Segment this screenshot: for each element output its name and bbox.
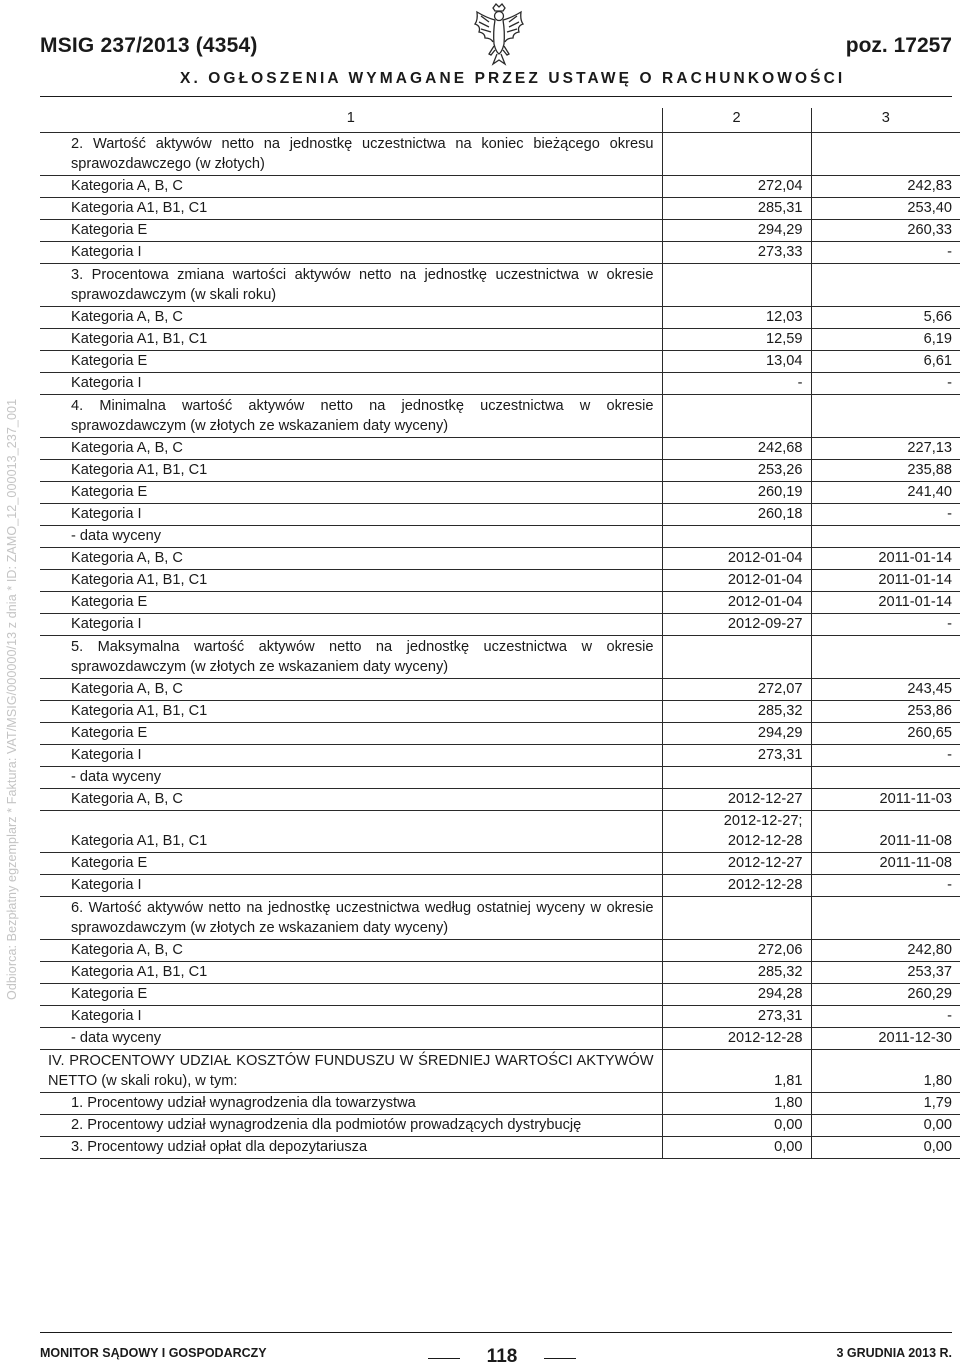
value-col-2: [662, 395, 811, 438]
col-header-2: 2: [662, 108, 811, 133]
row-label: Kategoria A1, B1, C1: [40, 460, 662, 482]
value-col-2: 273,33: [662, 242, 811, 264]
value-col-3: 235,88: [811, 460, 960, 482]
value-col-2: 294,29: [662, 220, 811, 242]
value-col-3: 0,00: [811, 1115, 960, 1137]
table-row: [40, 198, 960, 220]
table-row: [40, 811, 960, 853]
value-col-3: 253,40: [811, 198, 960, 220]
row-label: Kategoria A, B, C: [40, 438, 662, 460]
value-col-3: 6,61: [811, 351, 960, 373]
value-col-3: 260,33: [811, 220, 960, 242]
value-col-2: 12,59: [662, 329, 811, 351]
row-label: Kategoria E: [40, 351, 662, 373]
value-col-3: 2011-11-03: [811, 789, 960, 811]
value-col-3: 2011-11-08: [811, 811, 960, 853]
table-header-row: [40, 108, 960, 133]
table-row: [40, 1137, 960, 1159]
row-label: Kategoria A, B, C: [40, 679, 662, 701]
row-label: Kategoria A1, B1, C1: [40, 329, 662, 351]
value-col-2: 253,26: [662, 460, 811, 482]
row-label: Kategoria A, B, C: [40, 940, 662, 962]
table-row: [40, 723, 960, 745]
row-label: Kategoria A, B, C: [40, 176, 662, 198]
value-col-2: [662, 897, 811, 940]
row-label: Kategoria E: [40, 482, 662, 504]
value-col-2: 12,03: [662, 307, 811, 329]
value-col-3: -: [811, 1006, 960, 1028]
issue-number: MSIG 237/2013 (4354): [40, 34, 258, 57]
value-col-2: 2012-12-27: [662, 789, 811, 811]
col-header-1: 1: [40, 108, 662, 133]
table-row: [40, 962, 960, 984]
value-col-3: 260,65: [811, 723, 960, 745]
table-row: [40, 176, 960, 198]
value-col-3: 6,19: [811, 329, 960, 351]
row-label: Kategoria I: [40, 875, 662, 897]
value-col-3: 2011-11-08: [811, 853, 960, 875]
table-row: [40, 984, 960, 1006]
value-col-3: [811, 526, 960, 548]
value-col-3: 5,66: [811, 307, 960, 329]
value-col-2: 13,04: [662, 351, 811, 373]
table-row: [40, 745, 960, 767]
table-row: [40, 373, 960, 395]
value-col-2: 2012-12-27: [662, 853, 811, 875]
table-row: [40, 395, 960, 438]
value-col-2: 272,06: [662, 940, 811, 962]
table-row: [40, 701, 960, 723]
value-col-3: -: [811, 504, 960, 526]
row-label: Kategoria A1, B1, C1: [40, 701, 662, 723]
table-row: [40, 789, 960, 811]
table-row: [40, 329, 960, 351]
value-col-3: 227,13: [811, 438, 960, 460]
value-col-2: 2012-01-04: [662, 548, 811, 570]
value-col-2: 272,07: [662, 679, 811, 701]
value-col-2: [662, 636, 811, 679]
sidebar-watermark: Odbiorca: Bezpłatny egzemplarz * Faktura: VAT/MSIG/000000/13 z dnia * ID: ZAMO_12_000013_237_001: [5, 398, 19, 1000]
value-col-3: [811, 395, 960, 438]
value-col-2: 0,00: [662, 1115, 811, 1137]
page-number: 118: [452, 1346, 552, 1368]
row-label: 4. Minimalna wartość aktywów netto na jednostkę uczestnictwa w okresie sprawozdawczym (w złotych ze wskazaniem daty wyceny): [40, 395, 662, 438]
value-col-3: 253,37: [811, 962, 960, 984]
value-col-3: 1,79: [811, 1093, 960, 1115]
table-row: [40, 940, 960, 962]
value-col-3: 253,86: [811, 701, 960, 723]
table-row: [40, 351, 960, 373]
value-col-2: 273,31: [662, 1006, 811, 1028]
value-col-2: 1,81: [662, 1050, 811, 1093]
row-label: Kategoria E: [40, 853, 662, 875]
row-label: 5. Maksymalna wartość aktywów netto na jednostkę uczestnictwa w okresie sprawozdawczym (w złotych ze wskazaniem daty wyceny): [40, 636, 662, 679]
table-row: [40, 592, 960, 614]
table-row: [40, 438, 960, 460]
row-label: Kategoria A1, B1, C1: [40, 570, 662, 592]
table-row: [40, 460, 960, 482]
value-col-3: 260,29: [811, 984, 960, 1006]
value-col-2: 2012-01-04: [662, 570, 811, 592]
row-label: Kategoria I: [40, 745, 662, 767]
value-col-3: 242,80: [811, 940, 960, 962]
value-col-3: 242,83: [811, 176, 960, 198]
row-label: Kategoria E: [40, 984, 662, 1006]
value-col-3: 2011-01-14: [811, 570, 960, 592]
value-line: 2012-12-27;: [723, 813, 803, 829]
value-col-3: 243,45: [811, 679, 960, 701]
value-col-2: 294,28: [662, 984, 811, 1006]
value-col-2: 260,18: [662, 504, 811, 526]
value-col-2: [662, 133, 811, 176]
value-col-3: 2011-12-30: [811, 1028, 960, 1050]
section-title: X. OGŁOSZENIA WYMAGANE PRZEZ USTAWĘ O RACHUNKOWOŚCI: [180, 70, 846, 87]
value-col-2: 285,32: [662, 962, 811, 984]
row-label: Kategoria I: [40, 614, 662, 636]
row-label: Kategoria A1, B1, C1: [40, 198, 662, 220]
position-number: poz. 17257: [845, 34, 952, 57]
value-col-3: 241,40: [811, 482, 960, 504]
value-col-2: 273,31: [662, 745, 811, 767]
row-label: Kategoria E: [40, 220, 662, 242]
table-row: [40, 897, 960, 940]
table-row: [40, 679, 960, 701]
table-row: [40, 220, 960, 242]
value-line: 2012-12-28: [727, 833, 803, 849]
eagle-emblem-icon: [469, 2, 529, 68]
table-row: [40, 307, 960, 329]
table-row: [40, 1050, 960, 1093]
value-col-2: 285,31: [662, 198, 811, 220]
row-label: - data wyceny: [40, 526, 662, 548]
row-label: Kategoria I: [40, 373, 662, 395]
value-col-2: [662, 767, 811, 789]
table-row: [40, 614, 960, 636]
value-col-3: -: [811, 242, 960, 264]
value-col-2: 1,80: [662, 1093, 811, 1115]
value-col-3: -: [811, 373, 960, 395]
table-row: [40, 482, 960, 504]
row-label: 2. Procentowy udział wynagrodzenia dla podmiotów prowadzących dystrybucję: [40, 1115, 662, 1137]
row-label: IV. PROCENTOWY UDZIAŁ KOSZTÓW FUNDUSZU W ŚREDNIEJ WARTOŚCI AKTYWÓW NETTO (w skali roku), w tym:: [40, 1050, 662, 1093]
table-row: [40, 242, 960, 264]
table-row: [40, 875, 960, 897]
table-row: [40, 1006, 960, 1028]
publication-date: 3 GRUDNIA 2013 R.: [836, 1346, 952, 1360]
table-row: [40, 133, 960, 176]
table-row: [40, 1093, 960, 1115]
row-label: Kategoria A, B, C: [40, 789, 662, 811]
row-label: - data wyceny: [40, 767, 662, 789]
row-label: Kategoria E: [40, 723, 662, 745]
value-col-2: 242,68: [662, 438, 811, 460]
row-label: Kategoria A1, B1, C1: [40, 811, 662, 853]
row-label: 3. Procentowa zmiana wartości aktywów netto na jednostkę uczestnictwa w okresie sprawozdawczym (w skali roku): [40, 264, 662, 307]
row-label: 3. Procentowy udział opłat dla depozytariusza: [40, 1137, 662, 1159]
value-col-2: [662, 526, 811, 548]
footer-rule: [40, 1332, 952, 1333]
value-col-3: -: [811, 745, 960, 767]
value-col-2: 285,32: [662, 701, 811, 723]
table-row: [40, 853, 960, 875]
value-col-3: 0,00: [811, 1137, 960, 1159]
value-col-3: 1,80: [811, 1050, 960, 1093]
value-col-3: -: [811, 875, 960, 897]
value-col-3: [811, 897, 960, 940]
row-label: Kategoria I: [40, 1006, 662, 1028]
table-row: [40, 767, 960, 789]
table-row: [40, 1115, 960, 1137]
value-col-2: 2012-12-28: [662, 1028, 811, 1050]
value-col-2: 272,04: [662, 176, 811, 198]
row-label: Kategoria E: [40, 592, 662, 614]
value-col-2: 2012-12-28: [662, 875, 811, 897]
row-label: 1. Procentowy udział wynagrodzenia dla towarzystwa: [40, 1093, 662, 1115]
row-label: Kategoria A, B, C: [40, 307, 662, 329]
value-col-2: 0,00: [662, 1137, 811, 1159]
table-row: [40, 526, 960, 548]
value-col-3: -: [811, 614, 960, 636]
value-col-3: [811, 264, 960, 307]
table-row: [40, 548, 960, 570]
financial-table: [40, 108, 960, 1159]
value-col-2: 260,19: [662, 482, 811, 504]
col-header-3: 3: [811, 108, 960, 133]
value-col-3: [811, 133, 960, 176]
value-col-3: [811, 767, 960, 789]
value-col-2: 2012-09-27: [662, 614, 811, 636]
row-label: 2. Wartość aktywów netto na jednostkę uczestnictwa na koniec bieżącego okresu sprawozdawczego (w złotych): [40, 133, 662, 176]
table-row: [40, 264, 960, 307]
row-label: Kategoria I: [40, 504, 662, 526]
publisher-name: MONITOR SĄDOWY I GOSPODARCZY: [40, 1346, 267, 1360]
table-row: [40, 570, 960, 592]
value-col-2: [662, 811, 811, 853]
table-row: [40, 1028, 960, 1050]
value-col-3: 2011-01-14: [811, 592, 960, 614]
value-col-2: 2012-01-04: [662, 592, 811, 614]
value-col-2: 294,29: [662, 723, 811, 745]
row-label: - data wyceny: [40, 1028, 662, 1050]
value-col-2: -: [662, 373, 811, 395]
row-label: Kategoria A1, B1, C1: [40, 962, 662, 984]
value-col-3: 2011-01-14: [811, 548, 960, 570]
value-col-2: [662, 264, 811, 307]
table-row: [40, 636, 960, 679]
row-label: Kategoria I: [40, 242, 662, 264]
header-rule: [40, 96, 952, 97]
value-col-3: [811, 636, 960, 679]
row-label: Kategoria A, B, C: [40, 548, 662, 570]
row-label: 6. Wartość aktywów netto na jednostkę uczestnictwa według ostatniej wyceny w okresie sprawozdawczym (w złotych ze wskazaniem daty wyceny): [40, 897, 662, 940]
table-row: [40, 504, 960, 526]
